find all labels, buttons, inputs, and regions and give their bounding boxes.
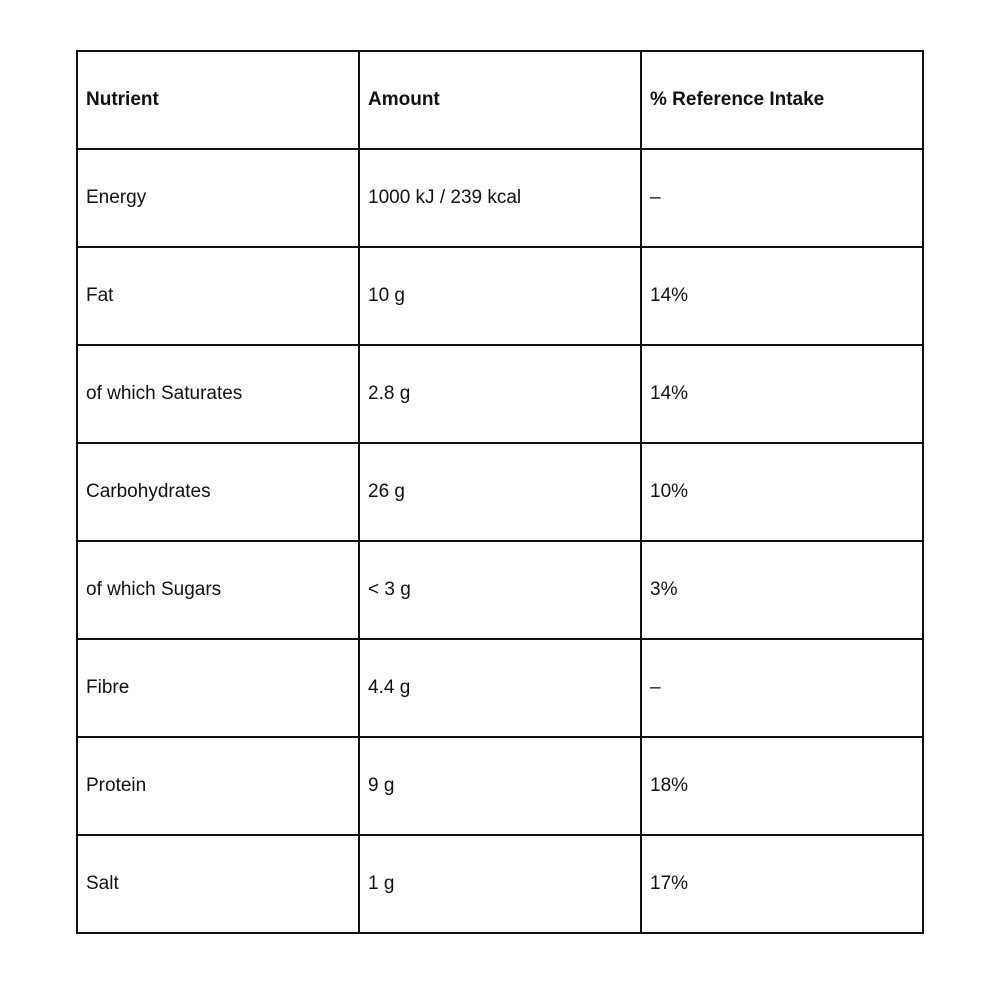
nutrient-cell: Fat (77, 247, 359, 345)
table-row (77, 345, 923, 443)
amount-cell: 4.4 g (359, 639, 641, 737)
header-reference-intake: % Reference Intake (641, 51, 923, 149)
reference-intake-cell: – (641, 639, 923, 737)
amount-cell: 26 g (359, 443, 641, 541)
table-row (77, 149, 923, 247)
reference-intake-cell: 3% (641, 541, 923, 639)
reference-intake-cell: – (641, 149, 923, 247)
reference-intake-cell: 10% (641, 443, 923, 541)
nutrition-table (76, 50, 924, 934)
header-amount: Amount (359, 51, 641, 149)
nutrient-cell: Energy (77, 149, 359, 247)
table-row (77, 737, 923, 835)
nutrient-cell: of which Sugars (77, 541, 359, 639)
amount-cell: 1000 kJ / 239 kcal (359, 149, 641, 247)
amount-cell: 1 g (359, 835, 641, 933)
nutrient-cell: Protein (77, 737, 359, 835)
table-row (77, 639, 923, 737)
reference-intake-cell: 17% (641, 835, 923, 933)
table-row (77, 247, 923, 345)
table-row (77, 835, 923, 933)
nutrient-cell: Carbohydrates (77, 443, 359, 541)
amount-cell: 10 g (359, 247, 641, 345)
header-row (77, 51, 923, 149)
header-nutrient: Nutrient (77, 51, 359, 149)
amount-cell: < 3 g (359, 541, 641, 639)
nutrient-cell: Fibre (77, 639, 359, 737)
amount-cell: 9 g (359, 737, 641, 835)
reference-intake-cell: 18% (641, 737, 923, 835)
table-row (77, 443, 923, 541)
amount-cell: 2.8 g (359, 345, 641, 443)
table-row (77, 541, 923, 639)
reference-intake-cell: 14% (641, 345, 923, 443)
nutrient-cell: of which Saturates (77, 345, 359, 443)
nutrient-cell: Salt (77, 835, 359, 933)
reference-intake-cell: 14% (641, 247, 923, 345)
